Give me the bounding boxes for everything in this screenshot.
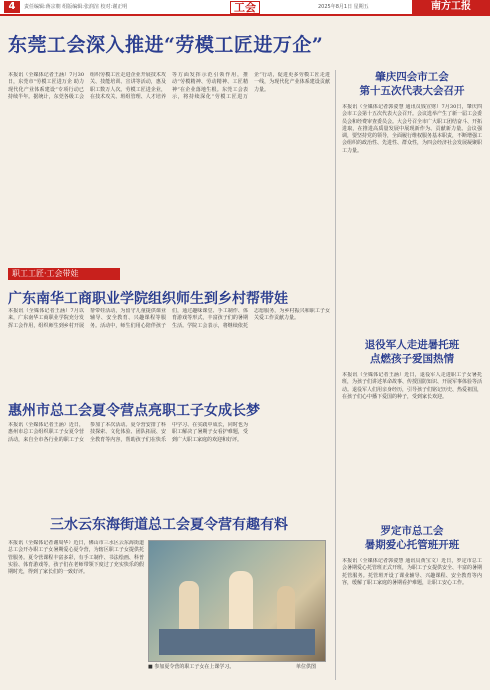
article-3-headline: 惠州市总工会夏令营点亮职工子女成长梦 bbox=[8, 403, 260, 419]
sidebar-3-title-line1: 罗定市总工会 bbox=[380, 525, 444, 537]
article-4-headline: 三水云东海街道总工会夏令营有趣有料 bbox=[50, 517, 288, 533]
page-header bbox=[0, 0, 490, 16]
article-4-body: 本报讯（全媒体记者谢周华）近日，佛山市三水区云东海街道总工会开办职工子女暑期爱心夏令营，为辖区职工子女提供托管服务。夏令营课程丰富多彩，有手工制作、书法绘画、科普实验、体育游戏等，孩子们在老师带领下度过了充实快乐的假期时光，得到了家长们的一致好评。 bbox=[8, 540, 144, 576]
section-tag: 工会 bbox=[230, 1, 260, 14]
editor-credits: 责任编辑:蒋宗朝 组版编辑:张润渲 校对:谢正明 bbox=[24, 4, 128, 10]
article-3-body: 本报讯（全媒体记者王涵）近日，惠州市总工会组织职工子女夏令营活动，来自全市各行业的职工子女参加了本次活动。夏令营安排了科技探索、文化体验、团队拓展、安全教育等内容，帮助孩子们在快乐中学习、在实践中成长，同时也为职工解决了暑期子女看护难题，受到广大职工家庭的欢迎和好评。 bbox=[8, 422, 248, 443]
sidebar-1-body: 本报讯（全媒体记者郭姿慧 通讯员钱宣财）7月30日，肇庆四会市工会第十五次代表大会召开。会议选举产生了新一届工会委员会和经费审查委员会。大会号召全市广大职工团结奋斗、开拓进取，在推进高质量发展中展现新作为、贡献新力量。会议强调，要坚持党的领导，全面履行维权服务基本职责，不断增强工会组织的政治性、先进性、群众性，为四会经济社会发展凝聚职工力量。 bbox=[342, 104, 482, 154]
lead-headline: 东莞工会深入推进“劳模工匠进万企” bbox=[8, 34, 324, 56]
photo-caption: ■ 参加夏令营的职工子女在上课学习。 bbox=[148, 664, 235, 670]
page-number: 4 bbox=[4, 1, 20, 13]
newspaper-masthead: 南方工报 bbox=[412, 0, 490, 14]
sidebar-2-body: 本报讯（全媒体记者王涵）近日，退役军人走进职工子女暑托班，为孩子们讲述革命故事、传授国防知识、开展军事体验等活动。退役军人们用亲身经历，引导孩子们铭记历史、热爱祖国，在孩子们心中播下爱国的种子，受到家长欢迎。 bbox=[342, 372, 482, 400]
sidebar-1-title-line1: 肇庆四会市工会 bbox=[375, 71, 449, 83]
photo-credit: 单位供图 bbox=[296, 664, 317, 670]
column-divider bbox=[335, 70, 336, 680]
sidebar-2-title-line1: 退役军人走进暑托班 bbox=[364, 339, 460, 351]
article-2-headline: 广东南华工商职业学院组织师生到乡村帮带娃 bbox=[8, 291, 288, 307]
lead-body: 本报讯（全媒体记者王涵）7月30日，东莞市“劳模工匠进万企 助力现代化产业体系建设”专项行动已持续半年。据统计，东莞各级工会组织劳模工匠走进企业开展技术攻关、技能培训、宣讲等活动，惠及职工数万人次。劳模工匠进企业，在技术攻关、班组管理、人才培养等方面发挥示范引领作用，推动“劳模精神、劳动精神、工匠精神”在企业落地生根。东莞工会表示，将持续深化“劳模工匠进万企”行动，促进更多劳模工匠走进一线，为现代化产业体系建设贡献力量。 bbox=[8, 72, 330, 100]
issue-date: 2025年8月1日 星期五 bbox=[318, 4, 369, 10]
sidebar-2-title-line2: 点燃孩子爱国热情 bbox=[370, 353, 454, 365]
sidebar-3-title-line2: 暑期爱心托管班开班 bbox=[364, 539, 460, 551]
sidebar-3-body: 本报讯（全媒体记者郭姿慧 通讯员黄宝文）近日，罗定市总工会暑期爱心托管班正式开班，为职工子女提供安全、丰富的暑期托管服务。托管班开设了课业辅导、兴趣课程、安全教育等内容，缓解了职工家庭的暑期看护难题，让职工安心工作。 bbox=[342, 558, 482, 586]
article-2-body: 本报讯（全媒体记者王涵）7月以来，广东南华工商职业学院充分发挥工会作用，组织师生到乡村开展帮带娃活动，为留守儿童提供课业辅导、安全教育、兴趣课程等服务。活动中，师生们用心陪伴孩子们，通过趣味课堂、手工制作、体育游戏等形式，丰富孩子们的暑期生活。学院工会表示，将继续依托志愿服务，为乡村振兴和职工子女关爱工作贡献力量。 bbox=[8, 308, 330, 329]
summer-camp-photo bbox=[148, 540, 326, 662]
section-banner: 职工工匠·工会带娃 bbox=[8, 268, 120, 280]
sidebar-1-title-line2: 第十五次代表大会召开 bbox=[359, 85, 465, 97]
